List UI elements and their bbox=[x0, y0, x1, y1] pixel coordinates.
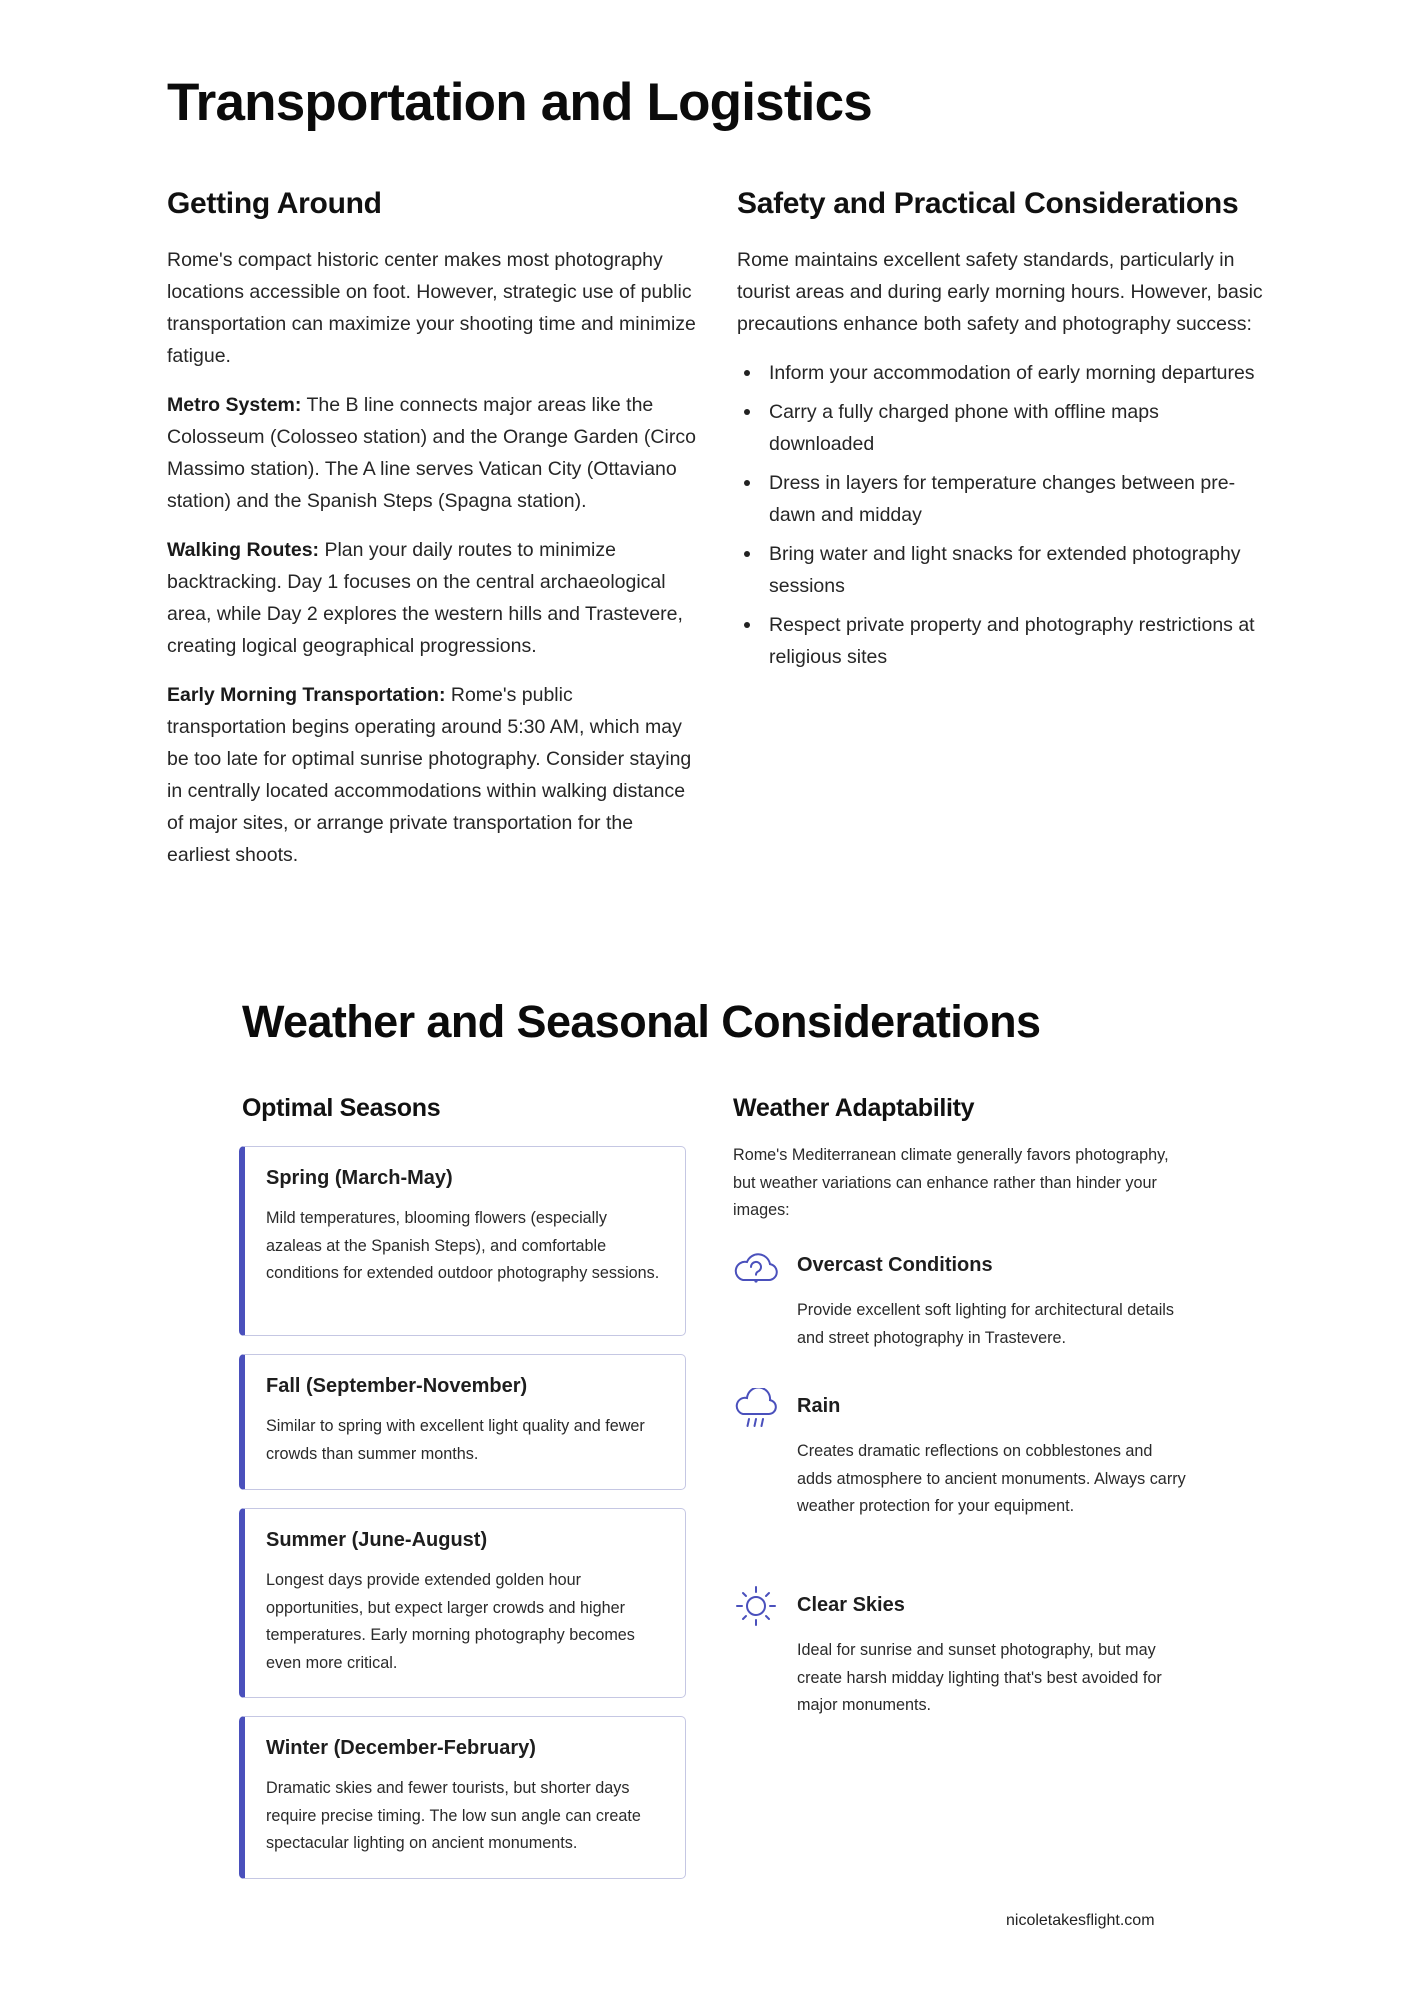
getting-around-intro: Rome's compact historic center makes most photography locations accessible on foot. However, strategic use of public transportation can maximize your shooting time and minimize fatigue. bbox=[167, 249, 696, 367]
season-card-title: Fall (September-November) bbox=[266, 1375, 528, 1397]
getting-around-heading: Getting Around bbox=[167, 187, 382, 220]
season-card-title: Spring (March-May) bbox=[266, 1167, 453, 1189]
weather-item-text: Ideal for sunrise and sunset photography, but may create harsh midday lighting that's best avoided for major monuments. bbox=[797, 1641, 1162, 1714]
safety-heading: Safety and Practical Considerations bbox=[737, 187, 1239, 220]
list-item: Carry a fully charged phone with offline maps downloaded bbox=[737, 396, 1267, 460]
weather-item-overcast bbox=[733, 1246, 1193, 1356]
metro-system-paragraph: Metro System: The B line connects major areas like the Colosseum (Colosseo station) and the Orange Garden (Circo Massimo station). The A line serves Vatican City (Ottaviano station) and the Spanish Steps (Spagna station). bbox=[167, 394, 696, 512]
season-card-summer bbox=[239, 1508, 686, 1698]
paragraph-label: Metro System: bbox=[167, 394, 302, 416]
safety-intro: Rome maintains excellent safety standards, particularly in tourist areas and during early morning hours. However, basic precautions enhance both safety and photography success: bbox=[737, 249, 1263, 335]
cloud-rain-icon bbox=[733, 1388, 779, 1434]
list-item: Bring water and light snacks for extended photography sessions bbox=[737, 538, 1267, 602]
optimal-seasons-heading: Optimal Seasons bbox=[242, 1094, 441, 1122]
season-card-title: Winter (December-February) bbox=[266, 1737, 536, 1759]
page-title: Transportation and Logistics bbox=[167, 73, 872, 132]
weather-item-text: Creates dramatic reflections on cobblestones and adds atmosphere to ancient monuments. Always carry weather protection for your equipment. bbox=[797, 1442, 1186, 1515]
list-item: Respect private property and photography restrictions at religious sites bbox=[737, 609, 1267, 673]
season-card-text: Mild temperatures, blooming flowers (especially azaleas at the Spanish Steps), and comfortable conditions for extended outdoor photography sessions. bbox=[266, 1209, 660, 1282]
season-card-text: Longest days provide extended golden hour opportunities, but expect larger crowds and higher temperatures. Early morning photography becomes even more critical. bbox=[266, 1571, 635, 1672]
safety-body bbox=[737, 244, 1267, 680]
weather-title: Weather and Seasonal Considerations bbox=[242, 996, 1041, 1047]
paragraph-label: Early Morning Transportation: bbox=[167, 684, 446, 706]
season-card-spring bbox=[239, 1146, 686, 1336]
early-morning-paragraph: Early Morning Transportation: Rome's public transportation begins operating around 5:30 AM, which may be too late for optimal sunrise photography. Consider staying in centrally located accommodations within walking distance of major sites, or arrange private transportation for the earliest shoots. bbox=[167, 684, 692, 866]
getting-around-body bbox=[167, 244, 697, 888]
footer-site-link[interactable]: nicoletakesflight.com bbox=[1006, 1912, 1155, 1929]
season-card-text: Similar to spring with excellent light quality and fewer crowds than summer months. bbox=[266, 1417, 645, 1463]
season-card-title: Summer (June-August) bbox=[266, 1529, 488, 1551]
season-card-winter bbox=[239, 1716, 686, 1879]
walking-routes-paragraph: Walking Routes: Plan your daily routes to minimize backtracking. Day 1 focuses on the central archaeological area, while Day 2 explores the western hills and Trastevere, creating logical geographical progressions. bbox=[167, 539, 683, 657]
weather-item-title: Overcast Conditions bbox=[797, 1254, 993, 1276]
season-card-text: Dramatic skies and fewer tourists, but shorter days require precise timing. The low sun angle can create spectacular lighting on ancient monuments. bbox=[266, 1779, 641, 1852]
sun-icon bbox=[733, 1584, 779, 1630]
weather-adaptability-intro: Rome's Mediterranean climate generally favors photography, but weather variations can enhance rather than hinder your images: bbox=[733, 1146, 1169, 1219]
weather-item-title: Clear Skies bbox=[797, 1594, 905, 1616]
weather-item-text: Provide excellent soft lighting for architectural details and street photography in Trastevere. bbox=[797, 1301, 1174, 1347]
safety-list bbox=[737, 357, 1267, 673]
weather-item-rain bbox=[733, 1388, 1193, 1548]
list-item: Inform your accommodation of early morning departures bbox=[737, 357, 1267, 389]
weather-item-clear-skies bbox=[733, 1584, 1193, 1724]
paragraph-label: Walking Routes: bbox=[167, 539, 320, 561]
weather-adaptability-heading: Weather Adaptability bbox=[733, 1094, 975, 1122]
weather-item-title: Rain bbox=[797, 1395, 841, 1417]
season-card-fall bbox=[239, 1354, 686, 1490]
list-item: Dress in layers for temperature changes between pre-dawn and midday bbox=[737, 467, 1267, 531]
cloud-question-icon bbox=[733, 1246, 779, 1292]
